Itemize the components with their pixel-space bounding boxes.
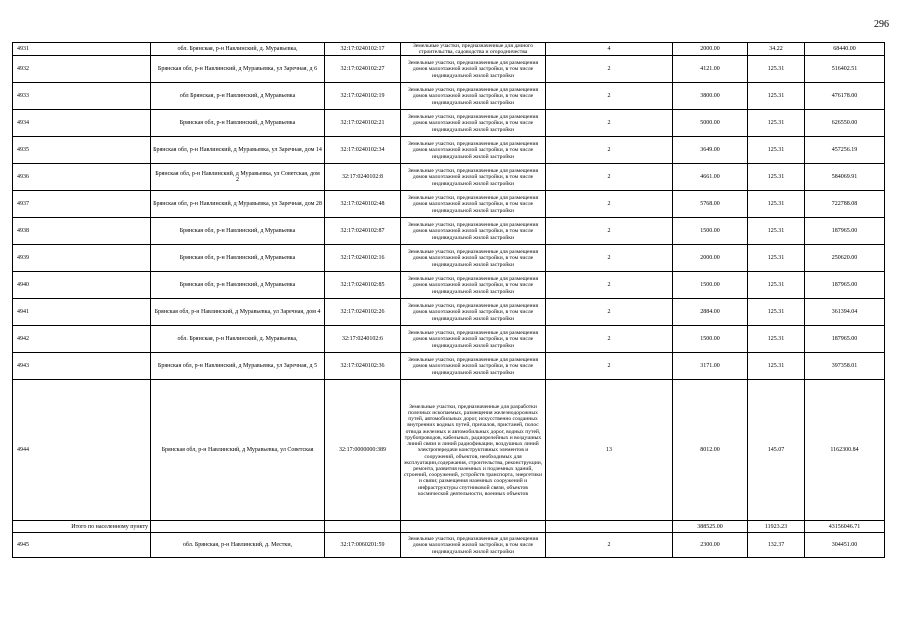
cell-cadastral-number: 32:17:0240102:19 — [325, 83, 401, 110]
cell-number: 4936 — [13, 164, 151, 191]
table-row — [13, 110, 885, 137]
cell-number: 4935 — [13, 137, 151, 164]
row-number: 4945 — [17, 542, 29, 549]
cell-cadastral-number: 32:17:0240102:48 — [325, 191, 401, 218]
cell-number: 4932 — [13, 56, 151, 83]
cell-rate: 132.37 — [748, 533, 805, 558]
cell-number: 4942 — [13, 326, 151, 353]
cell-group: 2 — [546, 191, 673, 218]
cell-address: Брянская обл, р-н Навлинский, д Муравьевка, ул Заречная, дом 14 — [151, 137, 325, 164]
cell-rate: 125.31 — [748, 272, 805, 299]
cell-area: 3171.00 — [673, 353, 748, 380]
cell-address: Брянская обл, р-н Навлинский, д Муравьевка, ул Заречная, дом 28 — [151, 191, 325, 218]
cell-number: 4934 — [13, 110, 151, 137]
cell-cadastral-number: 32:17:0240102:16 — [325, 245, 401, 272]
cell-value: 476178.00 — [805, 83, 885, 110]
cell-area: 2000.00 — [673, 245, 748, 272]
cell-value: 1162300.84 — [805, 380, 885, 521]
cell-address: обл. Брянская, р-н Навлинский, д. Местки, — [151, 533, 325, 558]
cell-cadastral-number: 32:17:0240102:34 — [325, 137, 401, 164]
table-row — [13, 353, 885, 380]
cell-purpose: Земельные участки, предназначенные для размещения домов малоэтажной жилой застройки, в том числе индивидуальной жилой застройки — [401, 83, 546, 110]
cell-rate: 125.31 — [748, 353, 805, 380]
cell-group: 2 — [546, 533, 673, 558]
cell-value: 516402.51 — [805, 56, 885, 83]
cell-purpose: Земельные участки, предназначенные для размещения домов малоэтажной жилой застройки, в том числе индивидуальной жилой застройки — [401, 191, 546, 218]
cell-purpose: Земельные участки, предназначенные для размещения домов малоэтажной жилой застройки, в том числе индивидуальной жилой застройки — [401, 272, 546, 299]
cell-address: Брянская обл, р-н Навлинский, д Муравьевка — [151, 272, 325, 299]
cell-purpose: Земельные участки, предназначенные для размещения домов малоэтажной жилой застройки, в том числе индивидуальной жилой застройки — [401, 245, 546, 272]
cell-area: 2000.00 — [673, 43, 748, 56]
cell-rate: 125.31 — [748, 191, 805, 218]
cell-cadastral-number: 32:17:0240102:36 — [325, 353, 401, 380]
cell-area: 4121.00 — [673, 56, 748, 83]
cell-value: 304451.00 — [805, 533, 885, 558]
cell-area: 8012.00 — [673, 380, 748, 521]
cell-group: 4 — [546, 43, 673, 56]
cell-rate: 125.31 — [748, 164, 805, 191]
cell-rate: 125.31 — [748, 326, 805, 353]
table-row — [13, 191, 885, 218]
cell-address: Брянская обл, р-н Навлинский, д Муравьевка, ул Советская, дом 2 — [151, 164, 325, 191]
cell-cadastral-number: 32:17:0060201:59 — [325, 533, 401, 558]
cell-cadastral-number: 32:17:0000000:389 — [325, 380, 401, 521]
cell-rate: 125.31 — [748, 299, 805, 326]
cell-area: 1500.00 — [673, 218, 748, 245]
cell-purpose: Земельные участки, предназначенные для разработки полезных ископаемых, размещения железнодорожных путей, автомобильных дорог, искусственно созданных внутренних водных путей, причалов, пристаней, полос отвода железных и автомобильных дорог, водных путей, трубопроводов, кабельных, радиорелейных и воздушных линий связи и линий радиофикации, воздушных линий электропередачи конструктивных элементов и сооружений, объектов, необходимых для эксплуатации,содержания, строительства, реконструкции, ремонта, развития наземных и подземных зданий, строений, сооружений, устройств транспорта, энергетики и связи; размещения наземных сооружений и инфраструктуры спутниковой связи, объектов космической деятельности, военных объектов — [401, 380, 546, 521]
cell-value: 584069.91 — [805, 164, 885, 191]
table-row — [13, 299, 885, 326]
cell-value: 187965.00 — [805, 218, 885, 245]
table-body — [13, 43, 885, 558]
land-plots-table — [12, 42, 885, 558]
cell-area: 2300.00 — [673, 533, 748, 558]
total-row — [13, 521, 885, 533]
cell-area: 5768.00 — [673, 191, 748, 218]
cell-rate: 145.07 — [748, 380, 805, 521]
cell-group: 2 — [546, 326, 673, 353]
cell-address: обл. Брянская, р-н Навлинский, д. Муравьевка, — [151, 43, 325, 56]
cell-address: Брянская обл, р-н Навлинский, д Муравьевка, ул Заречная, д 6 — [151, 56, 325, 83]
cell-address: Брянская обл, р-н Навлинский, д Муравьевка, ул Заречная, дом 4 — [151, 299, 325, 326]
table-row — [13, 326, 885, 353]
cell-value: 457256.19 — [805, 137, 885, 164]
total-value: 43156046.71 — [805, 521, 885, 533]
cell-address: Брянская обл, р-н Навлинский, д Муравьевка, ул Заречная, д 5 — [151, 353, 325, 380]
cell-area: 4661.00 — [673, 164, 748, 191]
cell-cadastral-number: 32:17:0240102:6 — [325, 326, 401, 353]
cell-group: 2 — [546, 299, 673, 326]
cell-group: 2 — [546, 272, 673, 299]
cell-purpose: Земельные участки, предназначенные для размещения домов малоэтажной жилой застройки, в том числе индивидуальной жилой застройки — [401, 533, 546, 558]
cell-address: Брянская обл, р-н Навлинский, д Муравьевка, ул Советская — [151, 380, 325, 521]
total-label: Итого по населенному пункту — [13, 521, 151, 533]
cell-value: 187965.00 — [805, 272, 885, 299]
cell-number: 4941 — [13, 299, 151, 326]
cell-value: 187965.00 — [805, 326, 885, 353]
cell-number: 4940 — [13, 272, 151, 299]
table-row — [13, 533, 885, 558]
table-row — [13, 218, 885, 245]
cell-area: 5000.00 — [673, 110, 748, 137]
table-row — [13, 137, 885, 164]
cell-address: Брянская обл, р-н Навлинский, д Муравьевка — [151, 245, 325, 272]
page-number: 296 — [874, 19, 889, 30]
cell-number: 4938 — [13, 218, 151, 245]
total-area: 388525.00 — [673, 521, 748, 533]
cell-group: 2 — [546, 164, 673, 191]
empty-cell — [546, 521, 673, 533]
cell-group: 2 — [546, 218, 673, 245]
cell-cadastral-number: 32:17:0240102:26 — [325, 299, 401, 326]
table-row — [13, 164, 885, 191]
cell-area: 1500.00 — [673, 326, 748, 353]
table-row — [13, 380, 885, 521]
cell-group: 2 — [546, 245, 673, 272]
cell-rate: 125.31 — [748, 245, 805, 272]
total-rate: 11923.23 — [748, 521, 805, 533]
cell-purpose: Земельные участки, предназначенные для размещения домов малоэтажной жилой застройки, в том числе индивидуальной жилой застройки — [401, 353, 546, 380]
cell-value: 361394.04 — [805, 299, 885, 326]
cell-value: 68440.00 — [805, 43, 885, 56]
table-row — [13, 43, 885, 56]
cell-purpose: Земельные участки, предназначенные для размещения домов малоэтажной жилой застройки, в том числе индивидуальной жилой застройки — [401, 164, 546, 191]
cell-area: 2884.00 — [673, 299, 748, 326]
empty-cell — [151, 521, 325, 533]
cell-cadastral-number: 32:17:0240102:85 — [325, 272, 401, 299]
cell-number: 4937 — [13, 191, 151, 218]
cell-group: 2 — [546, 83, 673, 110]
empty-cell — [401, 521, 546, 533]
cell-cadastral-number: 32:17:0240102:21 — [325, 110, 401, 137]
cell-rate: 34.22 — [748, 43, 805, 56]
cell-number — [13, 533, 151, 558]
cell-address: обл. Брянская, р-н Навлинский, д. Муравьевка, — [151, 326, 325, 353]
cell-purpose: Земельные участки, предназначенные для размещения домов малоэтажной жилой застройки, в том числе индивидуальной жилой застройки — [401, 110, 546, 137]
cell-value: 250620.00 — [805, 245, 885, 272]
cell-address: обл Брянская, р-н Навлинский, д Муравьевка — [151, 83, 325, 110]
cell-group: 13 — [546, 380, 673, 521]
cell-number: 4933 — [13, 83, 151, 110]
cell-cadastral-number: 32:17:0240102:87 — [325, 218, 401, 245]
cell-rate: 125.31 — [748, 137, 805, 164]
cell-address: Брянская обл, р-н Навлинский, д Муравьевка — [151, 110, 325, 137]
cell-value: 397358.01 — [805, 353, 885, 380]
cell-cadastral-number: 32:17:0240102:17 — [325, 43, 401, 56]
cell-group: 2 — [546, 137, 673, 164]
cell-purpose: Земельные участки, предназначенные для размещения домов малоэтажной жилой застройки, в том числе индивидуальной жилой застройки — [401, 299, 546, 326]
table-row — [13, 272, 885, 299]
cell-group: 2 — [546, 110, 673, 137]
cell-number: 4944 — [13, 380, 151, 521]
table-row — [13, 83, 885, 110]
cell-rate: 125.31 — [748, 83, 805, 110]
cell-purpose: Земельные участки, предназначенные для размещения домов малоэтажной жилой застройки, в том числе индивидуальной жилой застройки — [401, 56, 546, 83]
cell-number: 4931 — [13, 43, 151, 56]
table-row — [13, 56, 885, 83]
cell-group: 2 — [546, 56, 673, 83]
cell-number: 4943 — [13, 353, 151, 380]
cell-rate: 125.31 — [748, 56, 805, 83]
cell-purpose: Земельные участки, предназначенные для дачного строительства, садоводства и огородничества — [401, 43, 546, 56]
cell-area: 3800.00 — [673, 83, 748, 110]
cell-purpose: Земельные участки, предназначенные для размещения домов малоэтажной жилой застройки, в том числе индивидуальной жилой застройки — [401, 137, 546, 164]
cell-rate: 125.31 — [748, 110, 805, 137]
cell-value: 722788.08 — [805, 191, 885, 218]
cell-area: 3649.00 — [673, 137, 748, 164]
cell-area: 1500.00 — [673, 272, 748, 299]
empty-cell — [325, 521, 401, 533]
cell-rate: 125.31 — [748, 218, 805, 245]
cell-purpose: Земельные участки, предназначенные для размещения домов малоэтажной жилой застройки, в том числе индивидуальной жилой застройки — [401, 326, 546, 353]
cell-purpose: Земельные участки, предназначенные для размещения домов малоэтажной жилой застройки, в том числе индивидуальной жилой застройки — [401, 218, 546, 245]
cell-cadastral-number: 32:17:0240102:8 — [325, 164, 401, 191]
cell-value: 626550.00 — [805, 110, 885, 137]
table-row — [13, 245, 885, 272]
cell-cadastral-number: 32:17:0240102:27 — [325, 56, 401, 83]
cell-address: Брянская обл, р-н Навлинский, д Муравьевка — [151, 218, 325, 245]
cell-number: 4939 — [13, 245, 151, 272]
cell-group: 2 — [546, 353, 673, 380]
